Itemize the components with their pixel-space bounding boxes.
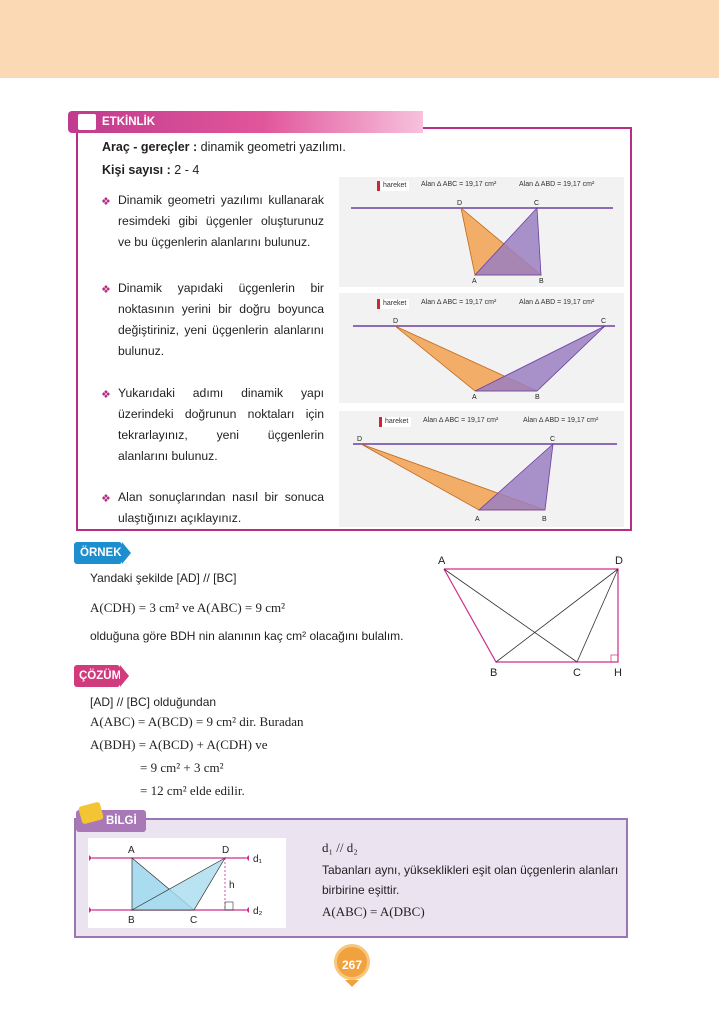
point-label-c: C bbox=[601, 318, 607, 325]
point-label-a: A bbox=[472, 394, 477, 401]
arac-line bbox=[102, 137, 346, 158]
point-label-d: D bbox=[393, 318, 399, 325]
bilgi-label-h: h bbox=[229, 880, 235, 891]
cozum-line-3: A(BDH) = A(BCD) + A(CDH) ve bbox=[90, 737, 268, 752]
triangle-diagram-3 bbox=[339, 411, 624, 527]
ornek-tab bbox=[74, 542, 122, 564]
area-abd-caption: Alan ∆ ABD = 19,17 cm² bbox=[519, 299, 595, 306]
kisi-line bbox=[102, 160, 199, 181]
point-label-b: B bbox=[539, 278, 544, 285]
trapezoid-diagram bbox=[432, 552, 632, 682]
bilgi-label-d2: d₂ bbox=[253, 906, 263, 917]
label-c: C bbox=[573, 667, 581, 679]
cozum-line-1: [AD] // [BC] olduğundan bbox=[90, 695, 217, 709]
bilgi-label-d: D bbox=[222, 845, 230, 856]
cozum-tab bbox=[74, 665, 120, 687]
area-abc-caption: Alan ∆ ABC = 19,17 cm² bbox=[421, 299, 497, 306]
point-label-b: B bbox=[542, 516, 547, 523]
point-label-c: C bbox=[550, 436, 556, 443]
ornek-line-3: olduğuna göre BDH nin alanının kaç cm² olacağını bulalım. bbox=[90, 629, 404, 643]
bilgi-label-b: B bbox=[128, 915, 135, 926]
ornek-line-1: Yandaki şekilde [AD] // [BC] bbox=[90, 571, 237, 585]
cozum-line-2: A(ABC) = A(BCD) = 9 cm² dir. Buradan bbox=[90, 714, 304, 729]
diamond-bullet-icon: ❖ bbox=[101, 493, 111, 505]
bilgi-parallel: d₁ // d₂ bbox=[322, 840, 358, 855]
dynamic-figure-2 bbox=[339, 293, 624, 403]
dynamic-figure-3 bbox=[339, 411, 624, 527]
point-label-d: D bbox=[357, 436, 363, 443]
label-b: B bbox=[490, 667, 498, 679]
page-number-pointer-icon bbox=[345, 980, 359, 987]
hareket-button[interactable]: hareket bbox=[377, 299, 409, 309]
bilgi-formula: A(ABC) = A(DBC) bbox=[322, 904, 425, 919]
hareket-button[interactable]: hareket bbox=[379, 417, 411, 427]
area-abc-caption: Alan ∆ ABC = 19,17 cm² bbox=[423, 417, 499, 424]
diamond-bullet-icon: ❖ bbox=[101, 196, 111, 208]
dynamic-figure-1 bbox=[339, 177, 624, 287]
bullet-4: Alan sonuçlarından nasıl bir sonuca ulaştığınızı açıklayınız. bbox=[118, 490, 324, 525]
ornek-label: ÖRNEK bbox=[80, 547, 122, 559]
point-label-a: A bbox=[475, 516, 480, 523]
point-label-b: B bbox=[535, 394, 540, 401]
cozum-line-5: = 12 cm² elde edilir. bbox=[140, 783, 245, 798]
parallel-lines-diagram bbox=[88, 838, 286, 928]
bilgi-label-c: C bbox=[190, 915, 198, 926]
etkinlik-tab bbox=[68, 111, 423, 133]
cozum-label: ÇÖZÜM bbox=[79, 670, 122, 682]
etkinlik-label: ETKİNLİK bbox=[102, 116, 156, 128]
bilgi-text: Tabanları aynı, yükseklikleri eşit olan üçgenlerin alanları birbirine eşittir. bbox=[322, 863, 619, 897]
area-abd-caption: Alan ∆ ABD = 19,17 cm² bbox=[519, 181, 595, 188]
label-h: H bbox=[614, 667, 622, 679]
point-label-a: A bbox=[472, 278, 477, 285]
hareket-button[interactable]: hareket bbox=[377, 181, 409, 191]
bullet-2: Dinamik yapıdaki üçgenlerin bir noktasının yerini bir doğru boyunca değiştiriniz, yeni üçgenlerin alanlarını bulunuz. bbox=[118, 281, 324, 358]
cozum-line-4: = 9 cm² + 3 cm² bbox=[140, 760, 224, 775]
kisi-label: Kişi sayısı : bbox=[102, 163, 171, 177]
arac-label: Araç - gereçler : bbox=[102, 140, 198, 154]
top-band bbox=[0, 0, 719, 78]
diamond-bullet-icon: ❖ bbox=[101, 389, 111, 401]
arac-value: dinamik geometri yazılımı. bbox=[200, 140, 346, 154]
triangle-diagram-2 bbox=[339, 293, 624, 403]
bilgi-label: BİLGİ bbox=[106, 815, 137, 827]
label-d: D bbox=[615, 555, 623, 567]
area-abd-caption: Alan ∆ ABD = 19,17 cm² bbox=[523, 417, 599, 424]
diamond-bullet-icon: ❖ bbox=[101, 284, 111, 296]
label-a: A bbox=[438, 555, 446, 567]
bullet-1: Dinamik geometri yazılımı kullanarak resimdeki gibi üçgenler oluşturunuz ve bu üçgenlerin alanlarını bulunuz. bbox=[118, 193, 324, 249]
bullet-3: Yukarıdaki adımı dinamik yapı üzerindeki doğrunun noktaları için tekrarlayınız, yeni üçgenlerin alanlarını bulunuz. bbox=[118, 386, 324, 463]
bilgi-label-d1: d₁ bbox=[253, 854, 262, 865]
point-label-c: C bbox=[534, 200, 540, 207]
point-label-d: D bbox=[457, 200, 463, 207]
notebook-icon bbox=[78, 114, 96, 130]
cozum-arrow-icon bbox=[120, 665, 129, 687]
ornek-line-2: A(CDH) = 3 cm² ve A(ABC) = 9 cm² bbox=[90, 600, 286, 615]
triangle-diagram-1 bbox=[339, 177, 624, 287]
page-number: 267 bbox=[334, 944, 370, 980]
area-abc-caption: Alan ∆ ABC = 19,17 cm² bbox=[421, 181, 497, 188]
kisi-value: 2 - 4 bbox=[174, 163, 200, 177]
ornek-arrow-icon bbox=[122, 542, 131, 564]
bilgi-label-a: A bbox=[128, 845, 135, 856]
